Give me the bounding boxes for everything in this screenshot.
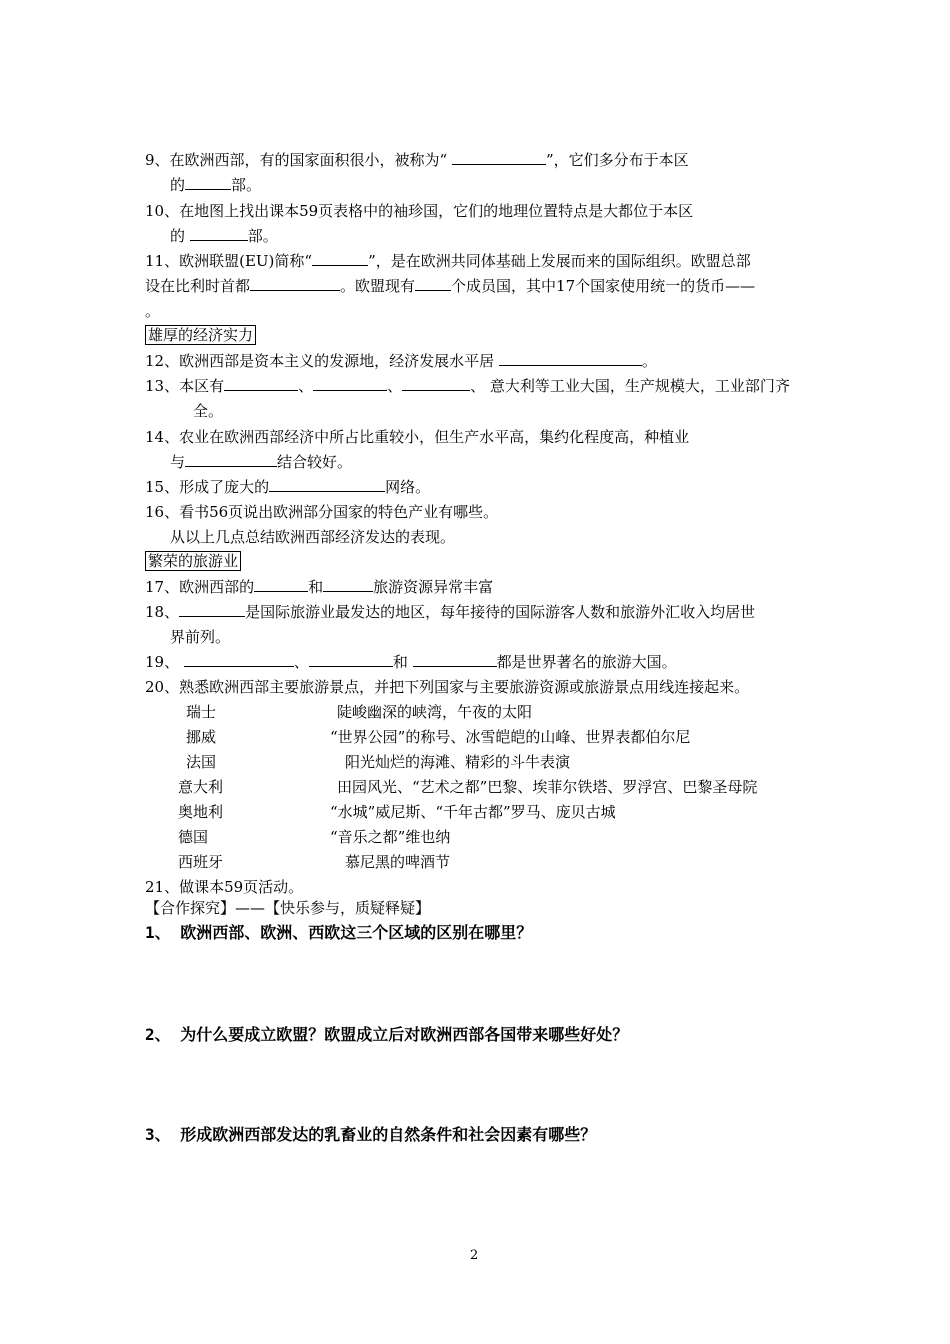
question-10-line1: 10、在地图上找出课本59页表格中的袖珍国，它们的地理位置特点是大都位于本区 [145,202,694,220]
question-17: 17、欧洲西部的 和 旅游资源异常丰富 [145,578,494,596]
question-14-line1: 14、农业在欧洲西部经济中所占比重较小，但生产水平高，集约化程度高，种植业 [145,428,690,446]
section-heading-tourism: 繁荣的旅游业 [145,551,241,571]
question-12: 12、欧洲西部是资本主义的发源地，经济发展水平居 。 [145,352,657,370]
question-13-line1: 13、本区有 、 、 、 意大利等工业大国，生产规模大，工业部门齐 [145,377,790,395]
attraction-item[interactable]: 田园风光、“艺术之都”巴黎、埃菲尔铁塔、罗浮宫、巴黎圣母院 [337,778,758,796]
country-item[interactable]: 奥地利 [178,803,224,821]
discussion-question-3: 3、 形成欧洲西部发达的乳畜业的自然条件和社会因素有哪些？ [145,1125,597,1144]
blank[interactable] [179,602,245,617]
blank[interactable] [323,577,373,592]
question-9-line2: 的 部。 [170,176,262,194]
question-19: 19、 、 和 都是世界著名的旅游大国。 [145,653,677,671]
attraction-item[interactable]: 陡峻幽深的峡湾，午夜的太阳 [337,703,533,721]
question-14-line2: 与 结合较好。 [170,453,353,471]
blank[interactable] [224,376,298,391]
question-16-line1: 16、看书56页说出欧洲部分国家的特色产业有哪些。 [145,503,499,521]
cooperation-heading: 【合作探究】——【快乐参与，质疑释疑】 [145,899,431,917]
question-11-line3: 。 [145,302,161,320]
blank[interactable] [185,175,231,190]
discussion-question-2: 2、 为什么要成立欧盟？欧盟成立后对欧洲西部各国带来哪些好处？ [145,1025,629,1044]
country-item[interactable]: 西班牙 [178,853,224,871]
question-18-line1: 18、 是国际旅游业最发达的地区，每年接待的国际游客人数和旅游外汇收入均居世 [145,603,756,621]
question-18-line2: 界前列。 [170,628,231,646]
blank[interactable] [452,150,546,165]
blank[interactable] [402,376,470,391]
blank[interactable] [313,376,387,391]
question-11-line2: 设在比利时首都 。欧盟现有 个成员国，其中17个国家使用统一的货币—— [145,277,756,295]
question-16-line2: 从以上几点总结欧洲西部经济发达的表现。 [170,528,456,546]
country-item[interactable]: 德国 [178,828,209,846]
attraction-item[interactable]: 慕尼黑的啤酒节 [345,853,451,871]
blank[interactable] [190,226,248,241]
blank[interactable] [185,452,277,467]
question-15: 15、形成了庞大的 网络。 [145,478,431,496]
attraction-item[interactable]: 阳光灿烂的海滩、精彩的斗牛表演 [345,753,571,771]
blank[interactable] [413,652,497,667]
blank[interactable] [312,251,368,266]
discussion-question-1: 1、 欧洲西部、欧洲、西欧这三个区域的区别在哪里？ [145,923,533,942]
page-number: 2 [470,1248,479,1263]
country-item[interactable]: 瑞士 [186,703,217,721]
blank[interactable] [250,276,340,291]
blank[interactable] [254,577,308,592]
attraction-item[interactable]: “音乐之都”维也纳 [330,828,451,846]
question-9-line1: 9、在欧洲西部，有的国家面积很小，被称为“ ”，它们多分布于本区 [145,151,689,169]
question-21: 21、做课本59页活动。 [145,878,304,896]
question-10-line2: 的 部。 [170,227,278,245]
blank[interactable] [269,477,385,492]
blank[interactable] [309,652,393,667]
blank[interactable] [184,652,294,667]
blank[interactable] [415,276,451,291]
question-11-line1: 11、欧洲联盟(EU)简称“ ”，是在欧洲共同体基础上发展而来的国际组织。欧盟总部 [145,252,751,270]
attraction-item[interactable]: “世界公园”的称号、冰雪皑皑的山峰、世界表都伯尔尼 [330,728,691,746]
country-item[interactable]: 意大利 [178,778,224,796]
attraction-item[interactable]: “水城”威尼斯、“千年古都”罗马、庞贝古城 [330,803,616,821]
section-heading-economy: 雄厚的经济实力 [145,325,256,345]
country-item[interactable]: 法国 [186,753,217,771]
blank[interactable] [499,351,642,366]
country-item[interactable]: 挪威 [186,728,217,746]
question-13-line2: 全。 [193,402,224,420]
question-20: 20、熟悉欧洲西部主要旅游景点，并把下列国家与主要旅游资源或旅游景点用线连接起来。 [145,678,750,696]
